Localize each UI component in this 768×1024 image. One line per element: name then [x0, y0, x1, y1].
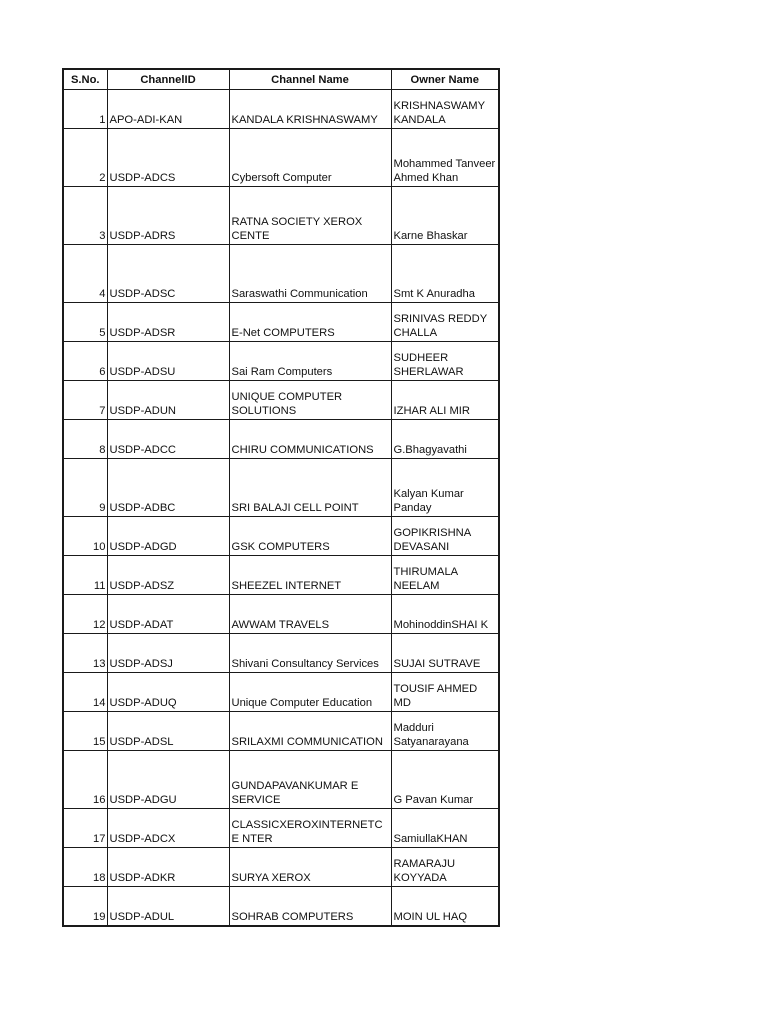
cell-channel-name: SHEEZEL INTERNET: [229, 556, 391, 595]
table-row: [63, 342, 499, 381]
table-row: [63, 129, 499, 187]
cell-owner-name: G.Bhagyavathi: [391, 420, 499, 459]
cell-channel-id: USDP-ADSC: [107, 245, 229, 303]
cell-sno: 19: [63, 887, 107, 926]
cell-channel-id: USDP-ADSU: [107, 342, 229, 381]
cell-channel-id: USDP-ADUQ: [107, 673, 229, 712]
table-row: [63, 556, 499, 595]
cell-owner-name: SUJAI SUTRAVE: [391, 634, 499, 673]
cell-sno: 6: [63, 342, 107, 381]
cell-channel-id: USDP-ADGD: [107, 517, 229, 556]
cell-channel-id: USDP-ADAT: [107, 595, 229, 634]
cell-channel-id: USDP-ADUN: [107, 381, 229, 420]
cell-channel-name: Unique Computer Education: [229, 673, 391, 712]
table-body: [63, 90, 499, 926]
cell-sno: 18: [63, 848, 107, 887]
cell-owner-name: RAMARAJU KOYYADA: [391, 848, 499, 887]
cell-owner-name: SamiullaKHAN: [391, 809, 499, 848]
cell-channel-id: USDP-ADSR: [107, 303, 229, 342]
cell-sno: 2: [63, 129, 107, 187]
cell-channel-name: SRI BALAJI CELL POINT: [229, 459, 391, 517]
cell-channel-name: SRILAXMI COMMUNICATION: [229, 712, 391, 751]
table-row: [63, 712, 499, 751]
cell-sno: 4: [63, 245, 107, 303]
cell-owner-name: KRISHNASWAMY KANDALA: [391, 90, 499, 129]
cell-channel-name: CHIRU COMMUNICATIONS: [229, 420, 391, 459]
cell-sno: 11: [63, 556, 107, 595]
cell-sno: 17: [63, 809, 107, 848]
cell-channel-name: KANDALA KRISHNASWAMY: [229, 90, 391, 129]
cell-sno: 9: [63, 459, 107, 517]
cell-owner-name: G Pavan Kumar: [391, 751, 499, 809]
channel-table: [62, 68, 500, 927]
table-row: [63, 517, 499, 556]
cell-owner-name: MOIN UL HAQ: [391, 887, 499, 926]
table-row: [63, 673, 499, 712]
cell-sno: 13: [63, 634, 107, 673]
table-row: [63, 381, 499, 420]
cell-channel-name: GUNDAPAVANKUMAR E SERVICE: [229, 751, 391, 809]
cell-sno: 5: [63, 303, 107, 342]
cell-channel-name: SURYA XEROX: [229, 848, 391, 887]
cell-sno: 10: [63, 517, 107, 556]
cell-channel-id: USDP-ADCC: [107, 420, 229, 459]
cell-channel-id: USDP-ADRS: [107, 187, 229, 245]
table-row: [63, 809, 499, 848]
table-row: [63, 887, 499, 926]
header-owner-name: Owner Name: [391, 69, 499, 90]
cell-sno: 7: [63, 381, 107, 420]
cell-channel-name: GSK COMPUTERS: [229, 517, 391, 556]
cell-channel-name: E-Net COMPUTERS: [229, 303, 391, 342]
table-row: [63, 245, 499, 303]
cell-owner-name: SRINIVAS REDDY CHALLA: [391, 303, 499, 342]
table-row: [63, 751, 499, 809]
cell-channel-name: Sai Ram Computers: [229, 342, 391, 381]
header-channel-id: ChannelID: [107, 69, 229, 90]
cell-sno: 15: [63, 712, 107, 751]
cell-owner-name: SUDHEER SHERLAWAR: [391, 342, 499, 381]
cell-channel-id: USDP-ADKR: [107, 848, 229, 887]
cell-channel-id: USDP-ADSL: [107, 712, 229, 751]
cell-channel-name: UNIQUE COMPUTER SOLUTIONS: [229, 381, 391, 420]
header-channel-name: Channel Name: [229, 69, 391, 90]
cell-channel-id: USDP-ADSJ: [107, 634, 229, 673]
table-row: [63, 303, 499, 342]
cell-channel-id: USDP-ADGU: [107, 751, 229, 809]
cell-sno: 14: [63, 673, 107, 712]
cell-channel-name: Saraswathi Communication: [229, 245, 391, 303]
cell-channel-name: Shivani Consultancy Services: [229, 634, 391, 673]
cell-owner-name: Kalyan Kumar Panday: [391, 459, 499, 517]
cell-channel-name: Cybersoft Computer: [229, 129, 391, 187]
cell-sno: 12: [63, 595, 107, 634]
table-row: [63, 459, 499, 517]
header-row: [63, 69, 499, 90]
table-row: [63, 595, 499, 634]
table-row: [63, 90, 499, 129]
table-row: [63, 634, 499, 673]
cell-channel-id: USDP-ADSZ: [107, 556, 229, 595]
cell-sno: 1: [63, 90, 107, 129]
cell-owner-name: TOUSIF AHMED MD: [391, 673, 499, 712]
cell-sno: 16: [63, 751, 107, 809]
cell-channel-name: AWWAM TRAVELS: [229, 595, 391, 634]
table-row: [63, 187, 499, 245]
cell-owner-name: Mohammed Tanveer Ahmed Khan: [391, 129, 499, 187]
cell-sno: 3: [63, 187, 107, 245]
cell-owner-name: GOPIKRISHNA DEVASANI: [391, 517, 499, 556]
cell-channel-id: USDP-ADCX: [107, 809, 229, 848]
cell-channel-id: USDP-ADBC: [107, 459, 229, 517]
cell-channel-name: CLASSICXEROXINTERNETCE NTER: [229, 809, 391, 848]
cell-sno: 8: [63, 420, 107, 459]
cell-channel-name: RATNA SOCIETY XEROX CENTE: [229, 187, 391, 245]
table-row: [63, 848, 499, 887]
cell-owner-name: THIRUMALA NEELAM: [391, 556, 499, 595]
header-sno: S.No.: [63, 69, 107, 90]
cell-owner-name: Karne Bhaskar: [391, 187, 499, 245]
cell-channel-id: APO-ADI-KAN: [107, 90, 229, 129]
cell-owner-name: Smt K Anuradha: [391, 245, 499, 303]
cell-owner-name: IZHAR ALI MIR: [391, 381, 499, 420]
cell-owner-name: Madduri Satyanarayana: [391, 712, 499, 751]
cell-channel-id: USDP-ADCS: [107, 129, 229, 187]
table-row: [63, 420, 499, 459]
cell-channel-name: SOHRAB COMPUTERS: [229, 887, 391, 926]
cell-owner-name: MohinoddinSHAI K: [391, 595, 499, 634]
cell-channel-id: USDP-ADUL: [107, 887, 229, 926]
